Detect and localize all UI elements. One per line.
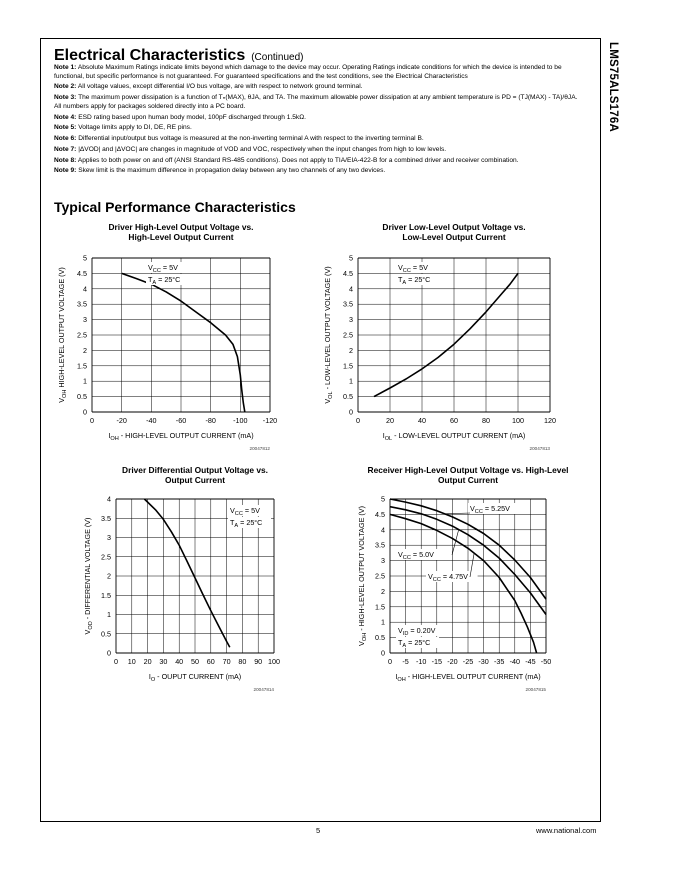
note-item	[54, 146, 586, 155]
continued-label: (Continued)	[251, 52, 304, 63]
note-text: All voltage values, except differential I/O bus voltage, are with respect to network ground terminal.	[76, 83, 363, 91]
typical-performance-title: Typical Performance Characteristics	[54, 199, 296, 215]
y-tick-label: 2.5	[343, 330, 353, 340]
note-label: Note 4:	[54, 113, 77, 121]
y-tick-label: 0	[381, 648, 385, 658]
y-tick-label: 1.5	[375, 602, 385, 612]
y-tick-label: 1	[107, 610, 111, 619]
note-item	[54, 124, 586, 133]
x-tick-label: 90	[254, 657, 263, 666]
notes-list	[54, 64, 586, 178]
y-tick-label: 3.5	[343, 299, 353, 309]
x-tick-label: -50	[540, 657, 552, 666]
y-tick-label: 2	[349, 345, 353, 355]
note-text: Differential input/output bus voltage is measured at the non-inverting terminal A with respect to the inverting terminal B.	[76, 135, 424, 143]
y-tick-label: 1	[83, 376, 87, 386]
x-tick-label: 0	[114, 657, 118, 666]
x-tick-label: 80	[482, 416, 490, 425]
note-text: ESD rating based upon human body model, 100pF discharged through 1.5kΩ.	[76, 113, 306, 121]
y-tick-label: 3	[83, 315, 87, 325]
page-number: 5	[316, 826, 321, 835]
x-tick-label: -45	[525, 657, 536, 666]
y-axis-label: $V_{OL}$ - LOW-LEVEL OUTPUT VOLTAGE (V)	[323, 266, 334, 404]
figure-id: 20047812	[249, 446, 270, 451]
x-tick-label: -20	[116, 416, 127, 425]
y-tick-label: 2.5	[375, 571, 385, 581]
x-tick-label: 0	[90, 416, 94, 425]
y-tick-label: 5	[381, 494, 385, 504]
x-tick-label: 80	[238, 657, 247, 666]
y-tick-label: 1.5	[343, 361, 353, 371]
y-tick-label: 0	[107, 648, 111, 658]
note-label: Note 7:	[54, 145, 77, 153]
x-axis-label: $I_{OH}$ - HIGH-LEVEL OUTPUT CURRENT (mA)	[108, 431, 254, 442]
x-tick-label: 120	[544, 416, 556, 425]
note-label: Note 5:	[54, 124, 77, 132]
x-tick-label: 20	[143, 657, 152, 666]
x-tick-label: -120	[262, 416, 278, 425]
x-tick-label: -35	[494, 657, 505, 666]
x-axis-label: $I_{OL}$ - LOW-LEVEL OUTPUT CURRENT (mA)	[382, 431, 526, 442]
chart-driver-vol	[320, 220, 580, 460]
x-tick-label: -40	[146, 416, 157, 425]
y-tick-label: 2.5	[77, 330, 87, 340]
y-tick-label: 4	[107, 494, 111, 504]
chart-title: Output Current	[164, 475, 226, 485]
footer-website: www.national.com	[536, 826, 597, 835]
x-tick-label: -40	[509, 657, 520, 666]
annotation-label: $T_A = 25^\circ C$	[398, 275, 431, 286]
annotation-label: $T_A = 25^\circ C$	[148, 275, 181, 286]
note-item	[54, 94, 586, 111]
annotation-label: $V_{ID} = 0.20V$	[398, 626, 436, 637]
x-tick-label: 40	[418, 416, 426, 425]
annotation-leader	[443, 513, 470, 514]
note-item	[54, 157, 586, 166]
x-tick-label: 0	[356, 416, 360, 425]
x-tick-label: 70	[222, 657, 231, 666]
chart-driver-voh	[54, 220, 314, 460]
x-tick-label: 50	[191, 657, 199, 666]
y-tick-label: 3.5	[375, 540, 385, 550]
y-tick-label: 2	[83, 345, 87, 355]
chart-title: Low-Level Output Current	[402, 232, 506, 242]
annotation-label: $V_{CC} = 5V$	[398, 263, 428, 274]
y-tick-label: 3	[381, 556, 385, 566]
x-tick-label: 60	[206, 657, 215, 666]
note-item	[54, 83, 586, 92]
x-tick-label: 20	[386, 416, 394, 425]
note-item	[54, 114, 586, 123]
chart-receiver-voh	[320, 463, 580, 703]
y-tick-label: 4.5	[77, 268, 87, 278]
note-label: Note 3:	[54, 94, 77, 102]
note-text: Absolute Maximum Ratings indicate limits beyond which damage to the device may occur. Operating Ratings indicate conditions for which the device is intended to be functional, but specific performance is not guaranteed. For guaranteed specifications and the test conditions, see the Electrical Characteristics	[54, 64, 562, 80]
annotation-label: $V_{CC} = 5.25V$	[470, 504, 510, 515]
part-number-vertical: LMS75ALS176A	[607, 42, 619, 132]
annotation-label: $V_{CC} = 5.0V$	[398, 550, 434, 561]
series-line	[144, 499, 229, 647]
note-item	[54, 135, 586, 144]
note-label: Note 9:	[54, 167, 77, 175]
note-text: Skew limit is the maximum difference in propagation delay between any two channels of any two devices.	[76, 167, 386, 175]
x-tick-label: -100	[233, 416, 248, 425]
chart-title: High-Level Output Current	[128, 232, 234, 242]
chart-title: Driver Differential Output Voltage vs.	[122, 465, 268, 475]
y-tick-label: 2	[381, 586, 385, 596]
chart-title: Output Current	[437, 475, 499, 485]
note-item	[54, 167, 586, 176]
figure-id: 20047813	[529, 446, 550, 451]
note-label: Note 1:	[54, 64, 77, 71]
x-tick-label: -20	[447, 657, 458, 666]
chart-title: Receiver High-Level Output Voltage vs. High-Level	[367, 465, 569, 475]
x-tick-label: -80	[205, 416, 216, 425]
y-axis-label: $V_{OH}$ HIGH-LEVEL OUTPUT VOLTAGE (V)	[57, 267, 68, 403]
y-tick-label: 4	[381, 525, 385, 535]
annotation-label: $T_A = 25^\circ C$	[230, 518, 263, 529]
y-tick-label: 1	[349, 376, 353, 386]
x-tick-label: 100	[268, 657, 280, 666]
x-tick-label: -60	[175, 416, 187, 425]
annotation-label: $V_{CC} = 5V$	[230, 506, 260, 517]
note-item	[54, 64, 586, 81]
chart-title: Driver Low-Level Output Voltage vs.	[382, 222, 526, 232]
figure-id: 20047815	[525, 687, 546, 692]
y-tick-label: 4	[83, 284, 87, 294]
x-tick-label: 40	[175, 657, 184, 666]
y-tick-label: 0.5	[101, 629, 111, 639]
y-tick-label: 1.5	[101, 590, 111, 600]
annotation-label: $V_{CC} = 4.75V$	[428, 572, 468, 583]
y-tick-label: 3	[349, 315, 353, 325]
section-title-text: Electrical Characteristics	[54, 47, 246, 64]
series-line	[122, 273, 245, 412]
y-axis-label: $V_{OD}$ - DIFFERENTIAL VOLTAGE (V)	[83, 517, 94, 635]
note-text: Voltage limits apply to DI, DE, RE pins.	[76, 124, 192, 132]
y-tick-label: 0	[349, 407, 353, 417]
y-tick-label: 0	[83, 407, 87, 417]
x-tick-label: -30	[478, 657, 489, 666]
x-tick-label: 30	[159, 657, 168, 666]
note-text: Applies to both power on and off (ANSI Standard RS-485 conditions). Does not apply to TIA/EIA-422-B for a combined driver and receiver combination.	[76, 156, 519, 164]
y-tick-label: 4	[349, 284, 353, 294]
annotation-label: $T_A = 25^\circ C$	[398, 638, 431, 649]
chart-driver-vod	[54, 463, 314, 703]
annotation-label: $V_{CC} = 5V$	[148, 263, 178, 274]
x-tick-label: -10	[416, 657, 427, 666]
x-axis-label: $I_O$ - OUPUT CURRENT (mA)	[148, 672, 242, 683]
y-tick-label: 4.5	[343, 268, 353, 278]
note-text: The maximum power dissipation is a function of Tₙ(MAX), θJA, and TA. The maximum allowable power dissipation at any ambient temperature is PD = (TJ(MAX) - TA)/θJA. All numbers apply for packages soldered directly into a PC board.	[54, 94, 578, 110]
y-tick-label: 1	[381, 617, 385, 627]
x-tick-label: -25	[462, 657, 474, 666]
x-tick-label: -15	[431, 657, 442, 666]
x-tick-label: 100	[512, 416, 524, 425]
y-axis-label: $V_{OH}$ - HIGH-LEVEL OUTPUT VOLTAGE (V)	[357, 506, 368, 646]
x-tick-label: 10	[127, 657, 136, 666]
x-tick-label: 0	[388, 657, 392, 666]
note-text: |ΔVOD| and |ΔVOC| are changes in magnitude of VOD and VOC, respectively when the input changes from high to low levels.	[76, 145, 447, 153]
y-tick-label: 2.5	[101, 552, 111, 562]
y-tick-label: 3	[107, 533, 111, 542]
note-label: Note 2:	[54, 83, 77, 91]
figure-id: 20047814	[253, 687, 274, 692]
y-tick-label: 3.5	[77, 299, 87, 309]
y-tick-label: 4.5	[375, 509, 385, 519]
x-tick-label: -5	[402, 657, 409, 666]
section-title	[54, 47, 303, 65]
x-tick-label: 60	[450, 416, 458, 425]
y-tick-label: 1.5	[77, 361, 87, 371]
chart-title: Driver High-Level Output Voltage vs.	[108, 222, 254, 232]
y-tick-label: 0.5	[375, 633, 385, 643]
y-tick-label: 0.5	[343, 392, 353, 402]
y-tick-label: 3.5	[101, 513, 111, 523]
y-tick-label: 5	[83, 253, 87, 263]
y-tick-label: 0.5	[77, 392, 87, 402]
y-tick-label: 2	[107, 571, 111, 581]
y-tick-label: 5	[349, 253, 353, 263]
note-label: Note 8:	[54, 156, 77, 164]
note-label: Note 6:	[54, 135, 77, 143]
x-axis-label: $I_{OH}$ - HIGH-LEVEL OUTPUT CURRENT (mA)	[395, 672, 541, 683]
